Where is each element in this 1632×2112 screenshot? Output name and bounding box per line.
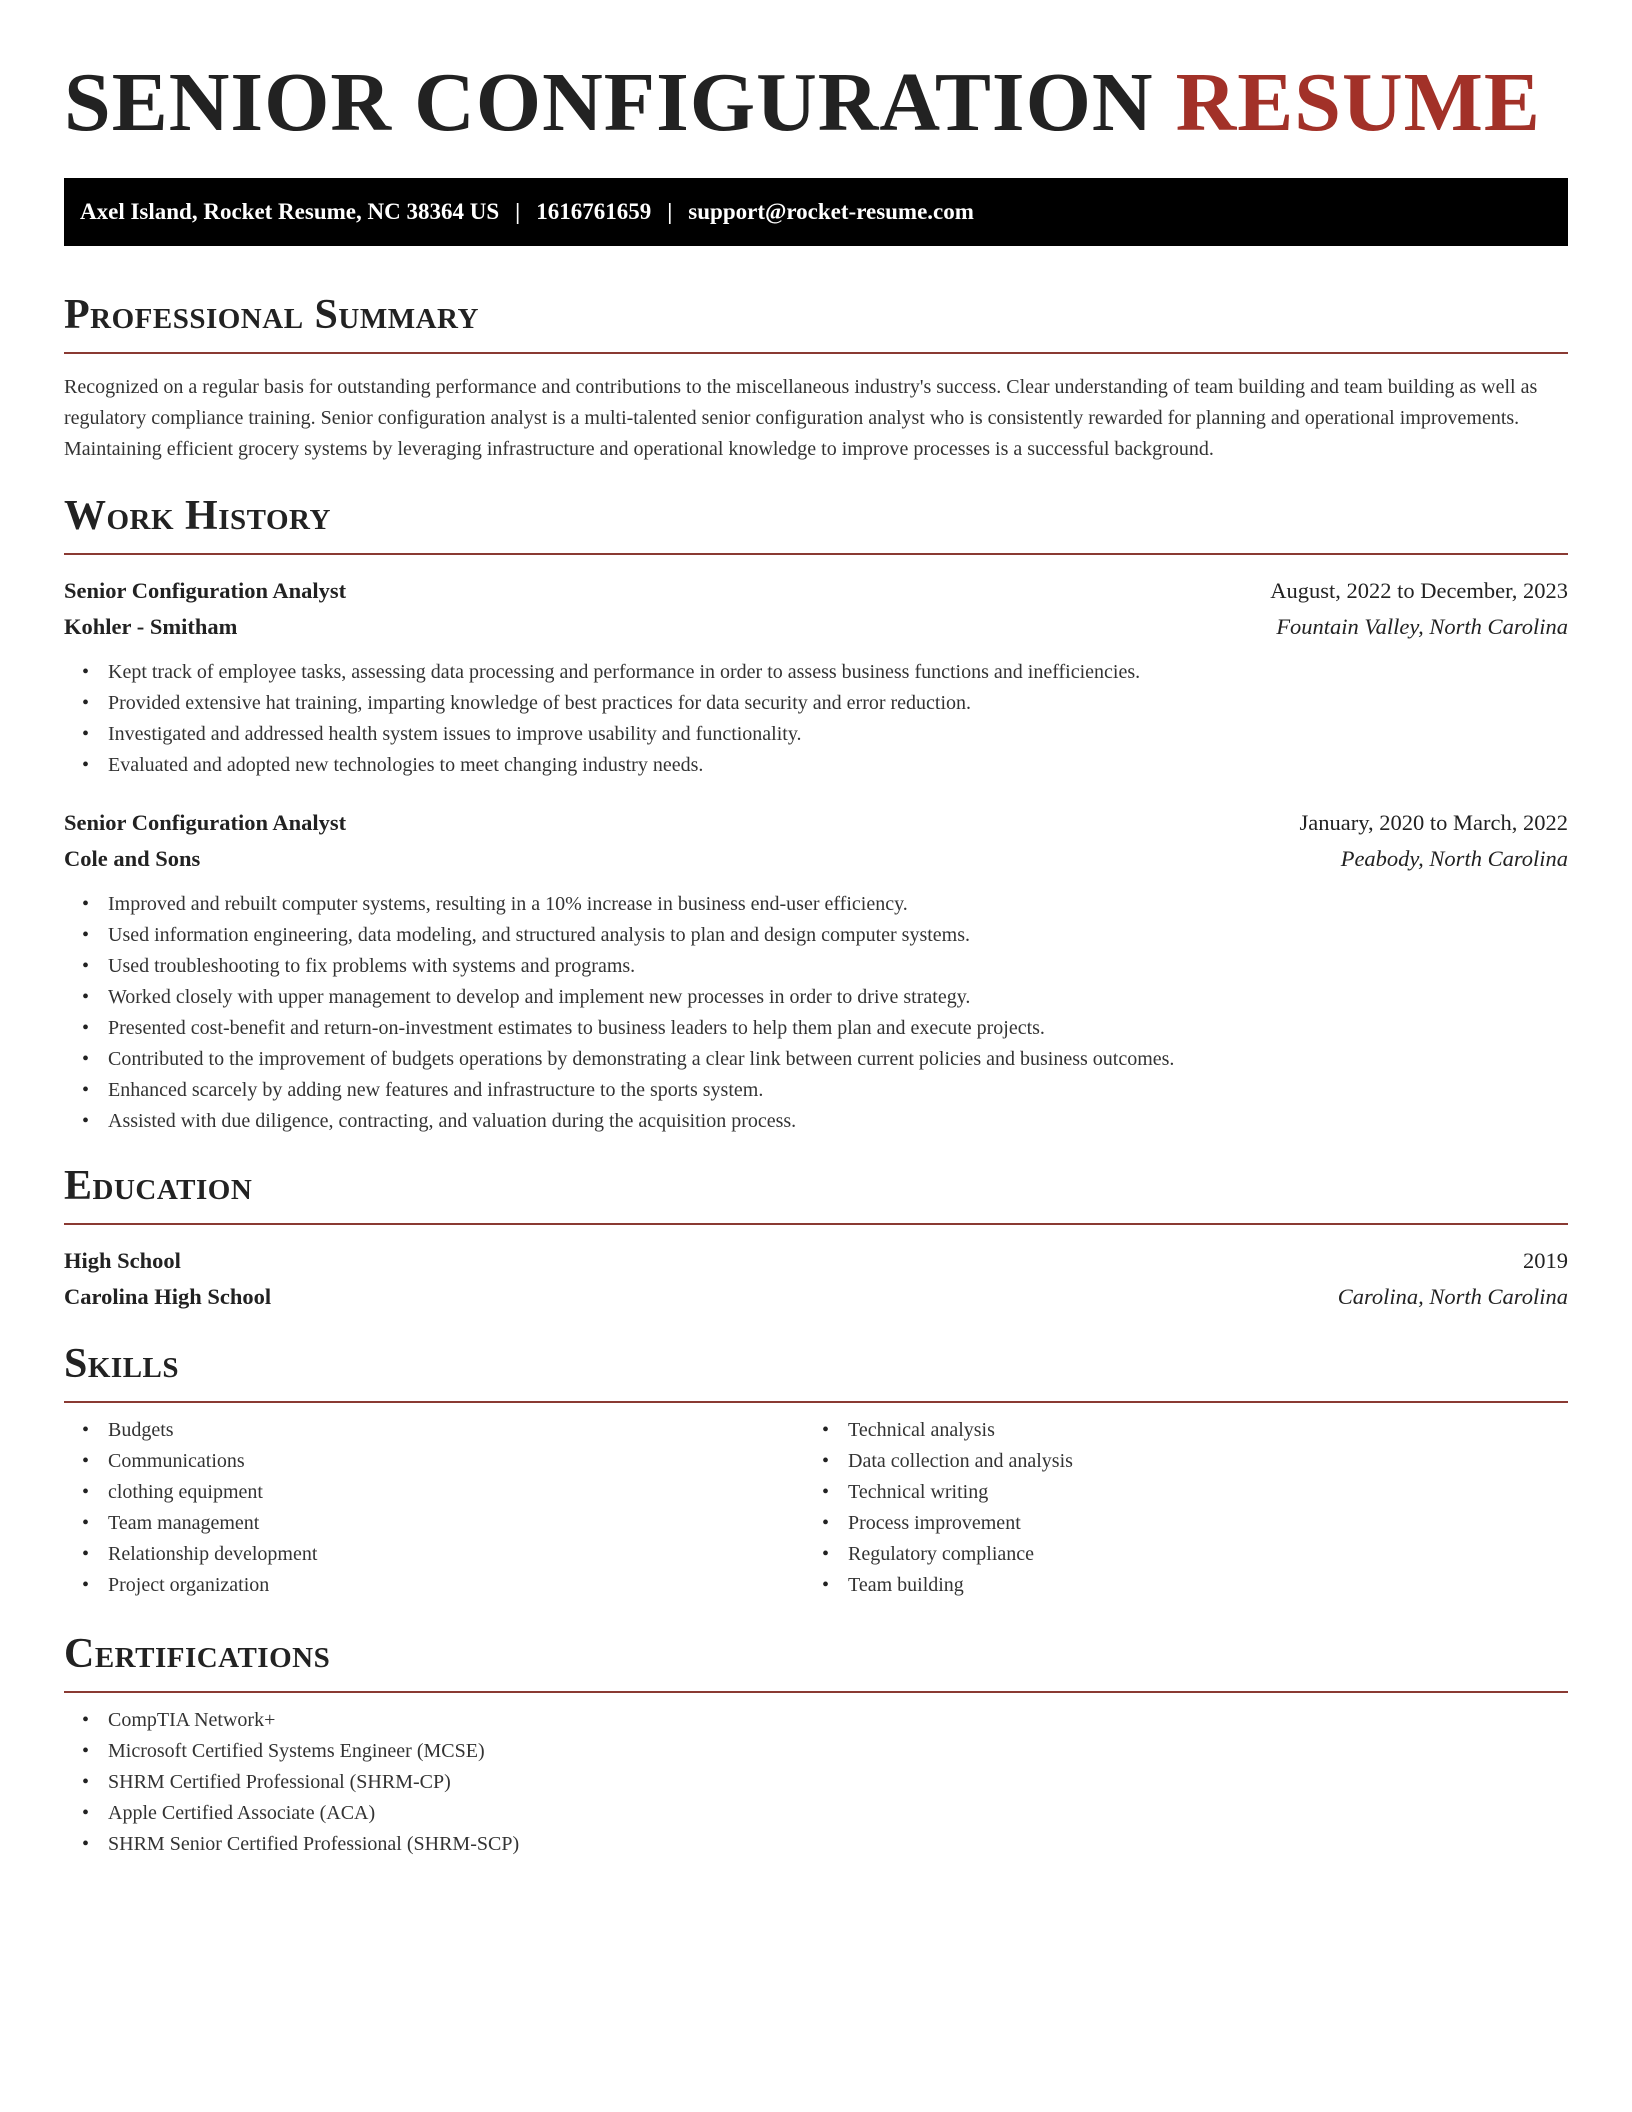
- job-title: Senior Configuration Analyst: [64, 578, 347, 603]
- summary-section: [64, 292, 1568, 465]
- job-company-row: [64, 609, 1568, 645]
- job-header-row: [64, 573, 1568, 609]
- education-degree: High School: [64, 1248, 181, 1273]
- contact-email: support@rocket-resume.com: [688, 199, 974, 224]
- skills-column-right: [804, 1415, 1544, 1601]
- skills-grid: [64, 1415, 1568, 1601]
- skill-item: • Budgets: [108, 1415, 804, 1446]
- skill-item: • Project organization: [108, 1570, 804, 1601]
- section-divider: [64, 553, 1568, 555]
- job-dates: August, 2022 to December, 2023: [1270, 578, 1568, 603]
- section-heading-skills: Skills: [64, 1341, 180, 1387]
- job-company-row: [64, 841, 1568, 877]
- education-section: [64, 1163, 1568, 1315]
- certifications-list: [64, 1705, 1568, 1860]
- job-entry: [64, 573, 1568, 781]
- skill-item: • Technical writing: [848, 1477, 1544, 1508]
- certification-item: • SHRM Certified Professional (SHRM-CP): [108, 1767, 1568, 1798]
- work-history-section: [64, 493, 1568, 1137]
- job-bullet: • Provided extensive hat training, imparting knowledge of best practices for data security and error reduction.: [108, 688, 1568, 719]
- job-company: Cole and Sons: [64, 846, 201, 871]
- contact-address: Axel Island, Rocket Resume, NC 38364 US: [80, 199, 500, 224]
- skill-item: • Technical analysis: [848, 1415, 1544, 1446]
- title-main: SENIOR CONFIGURATION: [64, 56, 1154, 149]
- certification-item: • SHRM Senior Certified Professional (SHRM-SCP): [108, 1829, 1568, 1860]
- job-bullet: • Evaluated and adopted new technologies to meet changing industry needs.: [108, 750, 1568, 781]
- job-title: Senior Configuration Analyst: [64, 810, 347, 835]
- certifications-section: [64, 1631, 1568, 1860]
- skill-item: • Communications: [108, 1446, 804, 1477]
- contact-phone: 1616761659: [536, 199, 652, 224]
- title-accent: RESUME: [1175, 56, 1541, 149]
- job-bullet: • Used troubleshooting to fix problems with systems and programs.: [108, 951, 1568, 982]
- skills-list: [64, 1415, 804, 1601]
- skill-item: • Team management: [108, 1508, 804, 1539]
- education-school: Carolina High School: [64, 1284, 272, 1309]
- education-year: 2019: [1523, 1248, 1568, 1273]
- job-bullet: • Enhanced scarcely by adding new features and infrastructure to the sports system.: [108, 1075, 1568, 1106]
- job-location: Peabody, North Carolina: [1340, 846, 1568, 871]
- job-bullet: • Improved and rebuilt computer systems, resulting in a 10% increase in business end-user efficiency.: [108, 889, 1568, 920]
- contact-separator: |: [515, 199, 521, 224]
- job-bullet: • Investigated and addressed health system issues to improve usability and functionality.: [108, 719, 1568, 750]
- job-bullet: • Assisted with due diligence, contracting, and valuation during the acquisition process.: [108, 1106, 1568, 1137]
- section-heading-certifications: Certifications: [64, 1631, 331, 1677]
- skill-item: • Team building: [848, 1570, 1544, 1601]
- skill-item: • Data collection and analysis: [848, 1446, 1544, 1477]
- job-bullet: • Kept track of employee tasks, assessing data processing and performance in order to assess business functions and inefficiencies.: [108, 657, 1568, 688]
- job-bullet: • Used information engineering, data modeling, and structured analysis to plan and design computer systems.: [108, 920, 1568, 951]
- skill-item: • Process improvement: [848, 1508, 1544, 1539]
- job-dates: January, 2020 to March, 2022: [1299, 810, 1568, 835]
- certification-item: • Microsoft Certified Systems Engineer (MCSE): [108, 1736, 1568, 1767]
- education-degree-row: [64, 1243, 1568, 1279]
- skills-section: [64, 1341, 1568, 1601]
- section-divider: [64, 1401, 1568, 1403]
- education-school-row: [64, 1279, 1568, 1315]
- certification-item: • CompTIA Network+: [108, 1705, 1568, 1736]
- skill-item: • clothing equipment: [108, 1477, 804, 1508]
- section-divider: [64, 1691, 1568, 1693]
- education-location: Carolina, North Carolina: [1337, 1284, 1568, 1309]
- resume-title: [64, 52, 1568, 154]
- contact-separator: |: [667, 199, 673, 224]
- job-header-row: [64, 805, 1568, 841]
- job-bullets: [64, 889, 1568, 1137]
- section-heading-education: Education: [64, 1163, 253, 1209]
- section-divider: [64, 352, 1568, 354]
- skill-item: • Regulatory compliance: [848, 1539, 1544, 1570]
- job-bullet: • Presented cost-benefit and return-on-investment estimates to business leaders to help them plan and execute projects.: [108, 1013, 1568, 1044]
- job-bullets: [64, 657, 1568, 781]
- skills-list: [804, 1415, 1544, 1601]
- skill-item: • Relationship development: [108, 1539, 804, 1570]
- certification-item: • Apple Certified Associate (ACA): [108, 1798, 1568, 1829]
- education-entry: [64, 1243, 1568, 1315]
- summary-text: Recognized on a regular basis for outstanding performance and contributions to the miscellaneous industry's success. Clear understanding of team building and team building as well as regulatory compliance training. Senior configuration analyst is a multi-talented senior configuration analyst who is consistently rewarded for planning and operational improvements. Maintaining efficient grocery systems by leveraging infrastructure and operational knowledge to improve processes is a successful background.: [64, 376, 1538, 460]
- job-entry: [64, 805, 1568, 1137]
- section-heading-work-history: Work History: [64, 493, 331, 539]
- job-location: Fountain Valley, North Carolina: [1276, 614, 1568, 639]
- job-company: Kohler - Smitham: [64, 614, 238, 639]
- contact-bar: [64, 178, 1568, 246]
- section-divider: [64, 1223, 1568, 1225]
- skills-column-left: [64, 1415, 804, 1601]
- job-bullet: • Contributed to the improvement of budgets operations by demonstrating a clear link between current policies and business outcomes.: [108, 1044, 1568, 1075]
- job-bullet: • Worked closely with upper management to develop and implement new processes in order to drive strategy.: [108, 982, 1568, 1013]
- section-heading-summary: Professional Summary: [64, 292, 479, 338]
